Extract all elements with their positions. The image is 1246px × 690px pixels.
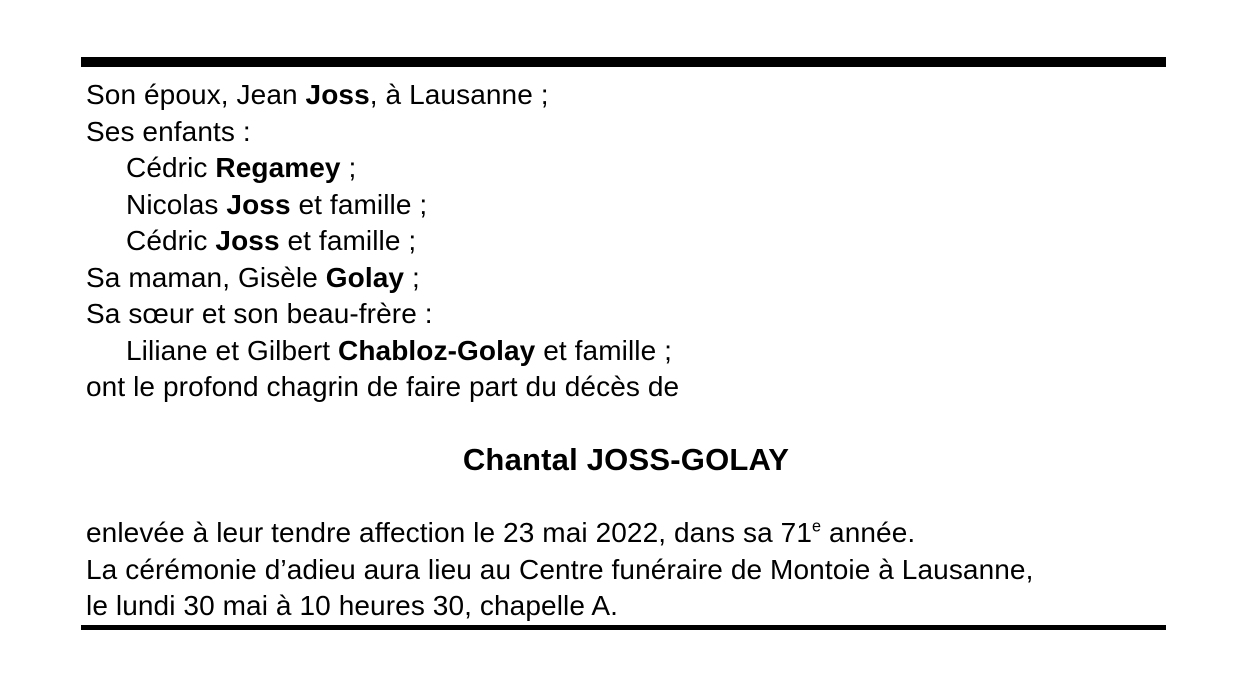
text-segment: Cédric [126, 225, 216, 256]
text-segment: La cérémonie d’adieu aura lieu au Centre funéraire de Montoie à Lausanne, [86, 553, 1034, 585]
text-segment: année. [821, 517, 916, 548]
family-name-emphasis: Golay [325, 261, 405, 293]
text-segment: Ses enfants : [86, 115, 251, 147]
family-name-emphasis: Regamey [215, 152, 341, 183]
text-segment: Cédric [126, 152, 216, 183]
text-segment: , à Lausanne ; [369, 79, 549, 110]
text-segment: enlevée à leur tendre affection le 23 mai 2022, dans sa 71 [86, 517, 813, 548]
text-segment: Liliane et Gilbert [126, 334, 339, 366]
text-segment: Nicolas [126, 188, 227, 220]
notice-line [86, 77, 1166, 114]
family-lines [86, 77, 1166, 406]
notice-line [86, 296, 1166, 333]
family-name-emphasis: Joss [305, 79, 370, 110]
text-segment: ; [404, 261, 420, 293]
text-segment: et famille ; [290, 188, 428, 220]
notice-line [86, 260, 1166, 297]
superscript-ordinal: e [812, 517, 822, 536]
notice-body [81, 77, 1166, 625]
notice-line [86, 114, 1166, 151]
notice-line [86, 187, 1166, 224]
bottom-rule [81, 625, 1166, 630]
death-notice [81, 57, 1166, 630]
notice-line [86, 515, 1166, 552]
text-segment: Sa sœur et son beau-frère : [86, 298, 433, 329]
family-name-emphasis: Chabloz-Golay [338, 334, 536, 366]
text-segment: le lundi 30 mai à 10 heures 30, chapelle A. [86, 590, 618, 621]
family-name-emphasis: Joss [226, 188, 291, 220]
detail-lines [86, 515, 1166, 625]
notice-line [86, 588, 1166, 625]
text-segment: et famille ; [535, 334, 673, 366]
text-segment: ont le profond chagrin de faire part du décès de [86, 371, 680, 402]
top-rule [81, 57, 1166, 67]
text-segment: ; [340, 152, 357, 183]
text-segment: Sa maman, Gisèle [86, 261, 326, 293]
notice-line [86, 369, 1166, 406]
text-segment: Son époux, Jean [86, 79, 306, 110]
notice-line [86, 552, 1166, 589]
notice-line [86, 333, 1166, 370]
text-segment: et famille ; [279, 225, 417, 256]
family-name-emphasis: Joss [215, 225, 280, 256]
notice-line [86, 223, 1166, 260]
notice-line [86, 150, 1166, 187]
deceased-name: Chantal JOSS-GOLAY [462, 442, 790, 477]
